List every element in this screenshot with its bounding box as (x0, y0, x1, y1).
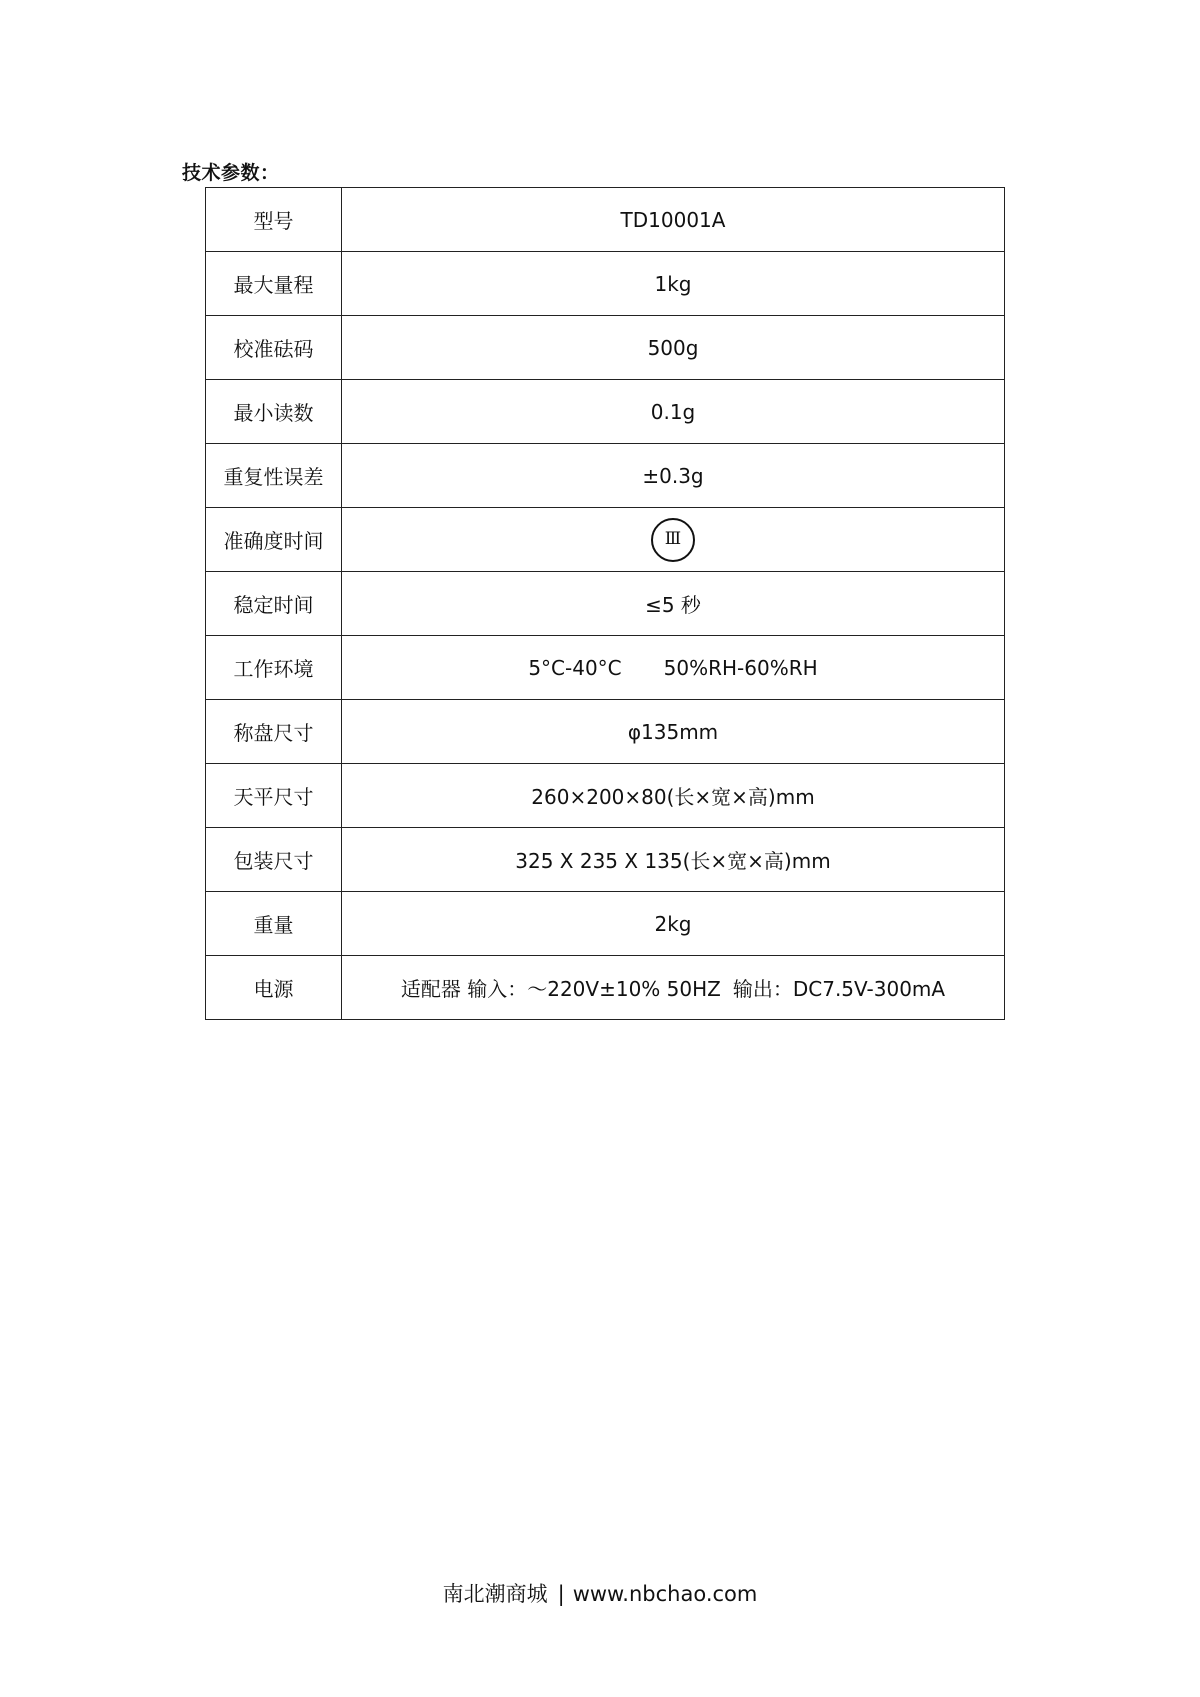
spec-value (342, 956, 1005, 1020)
spec-label: 校准砝码 (206, 316, 342, 380)
spec-label: 工作环境 (206, 636, 342, 700)
spec-table (205, 187, 1005, 1020)
accuracy-class-iii-icon: Ⅲ (651, 518, 695, 562)
spec-value (342, 508, 1005, 572)
spec-value: 260×200×80(长×宽×高)mm (342, 764, 1005, 828)
spec-value: 325 X 235 X 135(长×宽×高)mm (342, 828, 1005, 892)
table-row (206, 252, 1005, 316)
table-row (206, 572, 1005, 636)
table-row (206, 636, 1005, 700)
page-footer (0, 1578, 1200, 1608)
power-input: 适配器 输入：～220V±10% 50HZ (400, 977, 721, 1001)
section-title: 技术参数： (182, 162, 280, 184)
spec-label: 重量 (206, 892, 342, 956)
spec-label: 包装尺寸 (206, 828, 342, 892)
spec-label: 重复性误差 (206, 444, 342, 508)
footer-brand: 南北潮商城 (442, 1582, 548, 1606)
spec-label: 最小读数 (206, 380, 342, 444)
spec-label: 型号 (206, 188, 342, 252)
spec-value: TD10001A (342, 188, 1005, 252)
table-row (206, 444, 1005, 508)
table-row (206, 316, 1005, 380)
spec-label: 最大量程 (206, 252, 342, 316)
table-row (206, 188, 1005, 252)
table-row (206, 956, 1005, 1020)
spec-value: ≤5 秒 (342, 572, 1005, 636)
table-row (206, 508, 1005, 572)
spec-value: ±0.3g (342, 444, 1005, 508)
spec-label: 稳定时间 (206, 572, 342, 636)
temperature-range: 5°C-40°C (528, 655, 622, 680)
footer-url[interactable]: www.nbchao.com (572, 1582, 758, 1606)
spec-value: φ135mm (342, 700, 1005, 764)
table-row (206, 380, 1005, 444)
table-row (206, 764, 1005, 828)
footer-separator: | (557, 1582, 565, 1606)
spec-value: 500g (342, 316, 1005, 380)
spec-label: 称盘尺寸 (206, 700, 342, 764)
humidity-range: 50%RH-60%RH (663, 655, 818, 680)
spec-label: 电源 (206, 956, 342, 1020)
spec-value (342, 636, 1005, 700)
spec-value: 1kg (342, 252, 1005, 316)
spec-value: 0.1g (342, 380, 1005, 444)
spec-label: 天平尺寸 (206, 764, 342, 828)
spec-label: 准确度时间 (206, 508, 342, 572)
power-output: 输出：DC7.5V-300mA (732, 977, 946, 1001)
table-row (206, 892, 1005, 956)
spec-value: 2kg (342, 892, 1005, 956)
table-row (206, 828, 1005, 892)
table-row (206, 700, 1005, 764)
